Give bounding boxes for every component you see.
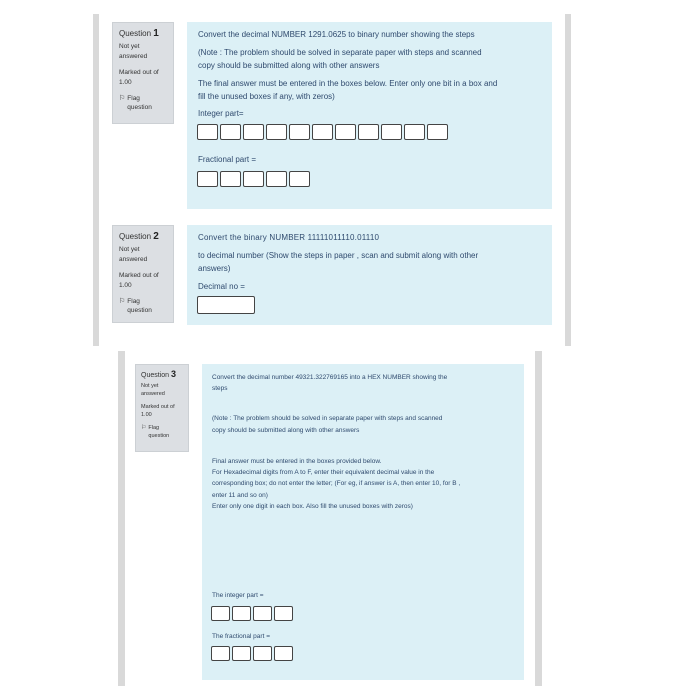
question-marks: Marked out of 1.00 xyxy=(119,69,159,86)
flag-question-button[interactable]: ⚐ Flag question xyxy=(141,425,170,439)
bit-input[interactable] xyxy=(404,124,425,140)
fractional-part-boxes xyxy=(211,646,295,661)
question-1-info xyxy=(112,22,174,124)
digit-input[interactable] xyxy=(232,606,251,621)
flag-question-button[interactable]: ⚐ Flag question xyxy=(119,298,152,314)
bit-input[interactable] xyxy=(243,171,264,187)
integer-part-boxes xyxy=(197,124,450,140)
left-border-bottom xyxy=(118,351,125,686)
question-marks: Marked out of 1.00 xyxy=(119,272,159,289)
question-3-text-line: Convert the decimal number 49321.322769165 into a HEX NUMBER showing the xyxy=(212,374,448,381)
digit-input[interactable] xyxy=(211,646,230,661)
bit-input[interactable] xyxy=(220,124,241,140)
integer-part-label: The integer part = xyxy=(212,592,264,599)
question-1-text-line: fill the unused boxes if any, with zeros) xyxy=(198,92,335,101)
left-border-top xyxy=(93,14,99,346)
question-3-text-line: (Note : The problem should be solved in separate paper with steps and scanned xyxy=(212,415,443,422)
question-3-text-line: steps xyxy=(212,385,228,392)
bit-input[interactable] xyxy=(266,124,287,140)
question-1-text-line: (Note : The problem should be solved in separate paper with steps and scanned xyxy=(198,48,482,57)
bit-input[interactable] xyxy=(197,124,218,140)
question-number: Question 2 xyxy=(119,231,159,242)
digit-input[interactable] xyxy=(232,646,251,661)
digit-input[interactable] xyxy=(274,646,293,661)
flag-question-button[interactable]: ⚐ Flag question xyxy=(119,95,152,111)
question-status: Not yet answered xyxy=(119,246,148,263)
digit-input[interactable] xyxy=(253,606,272,621)
flag-icon: ⚐ xyxy=(119,298,126,305)
question-2-text-line: Convert the binary NUMBER 11111011110.01110 xyxy=(198,233,380,242)
bit-input[interactable] xyxy=(358,124,379,140)
bit-input[interactable] xyxy=(335,124,356,140)
question-1-text-line: copy should be submitted along with other answers xyxy=(198,61,380,70)
flag-icon: ⚐ xyxy=(119,95,126,102)
bit-input[interactable] xyxy=(197,171,218,187)
digit-input[interactable] xyxy=(274,606,293,621)
right-border-top xyxy=(565,14,571,346)
question-3-text-line: copy should be submitted along with other answers xyxy=(212,427,360,434)
question-2-text-line: answers) xyxy=(198,264,231,273)
bit-input[interactable] xyxy=(381,124,402,140)
fractional-part-label: The fractional part = xyxy=(212,633,270,640)
question-3-text-line: Enter only one digit in each box. Also fill the unused boxes with zeros) xyxy=(212,503,413,510)
bit-input[interactable] xyxy=(266,171,287,187)
question-1-text-line: The final answer must be entered in the boxes below. Enter only one bit in a box and xyxy=(198,79,498,88)
question-3-text-line: enter 11 and so on) xyxy=(212,492,268,499)
right-border-bottom xyxy=(535,351,542,686)
question-2-info xyxy=(112,225,174,323)
question-3-text-line: For Hexadecimal digits from A to F, enter their equivalent decimal value in the xyxy=(212,469,435,476)
question-3-text-line: Final answer must be entered in the boxes provided below. xyxy=(212,458,382,465)
question-marks: Marked out of 1.00 xyxy=(141,404,175,418)
question-3-text-line: corresponding box; do not enter the letter; (For eg, if answer is A, then enter 10, for B , xyxy=(212,480,461,487)
bit-input[interactable] xyxy=(289,171,310,187)
bit-input[interactable] xyxy=(427,124,448,140)
question-3-info xyxy=(135,364,189,452)
fractional-part-label: Fractional part = xyxy=(198,155,257,164)
bit-input[interactable] xyxy=(243,124,264,140)
digit-input[interactable] xyxy=(211,606,230,621)
integer-part-boxes xyxy=(211,606,295,621)
integer-part-label: Integer part= xyxy=(198,109,244,118)
question-2-text-line: to decimal number (Show the steps in paper , scan and submit along with other xyxy=(198,251,479,260)
bit-input[interactable] xyxy=(312,124,333,140)
bit-input[interactable] xyxy=(289,124,310,140)
question-number: Question 1 xyxy=(119,28,159,39)
question-1-text-line: Convert the decimal NUMBER 1291.0625 to binary number showing the steps xyxy=(198,30,475,39)
bit-input[interactable] xyxy=(220,171,241,187)
question-status: Not yet answered xyxy=(141,383,165,397)
fractional-part-boxes xyxy=(197,171,312,187)
question-number: Question 3 xyxy=(141,369,176,379)
digit-input[interactable] xyxy=(253,646,272,661)
question-status: Not yet answered xyxy=(119,43,148,60)
decimal-answer-input[interactable] xyxy=(197,296,255,314)
flag-icon: ⚐ xyxy=(141,425,147,431)
decimal-no-label: Decimal no = xyxy=(198,282,245,291)
